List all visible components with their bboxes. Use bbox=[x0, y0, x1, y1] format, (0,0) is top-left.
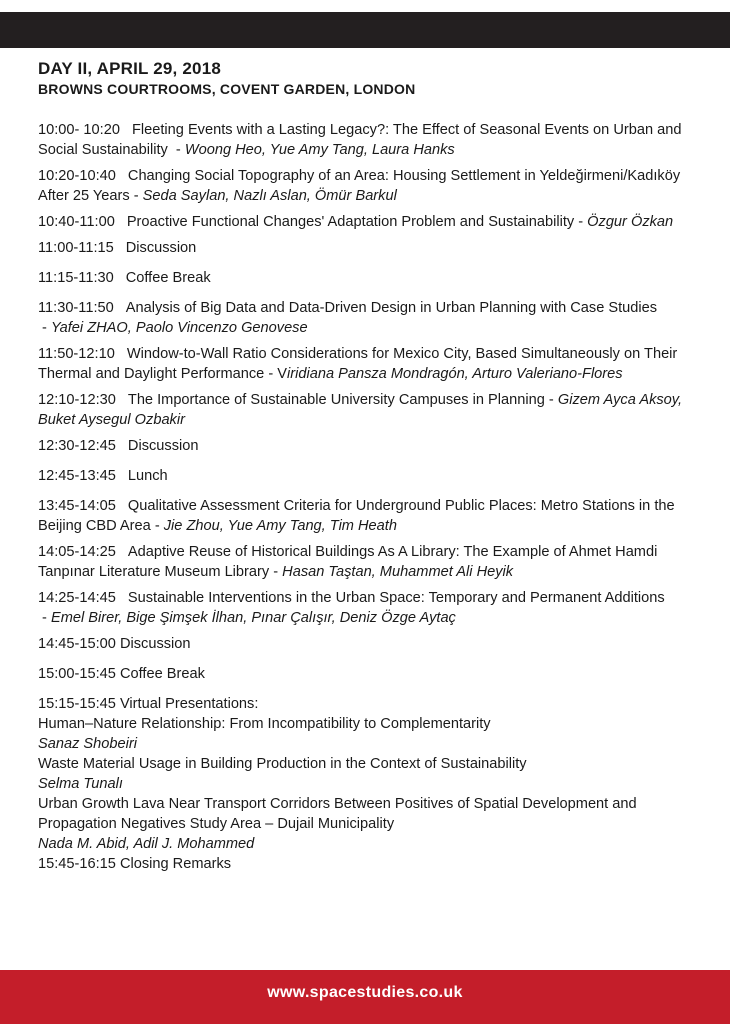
entry-title: Analysis of Big Data and Data-Driven Design in Urban Planning with Case Studies bbox=[125, 300, 658, 316]
entry-title: Window-to-Wall Ratio Considerations for Mexico City, Based Simultaneously on Their Thermal and Daylight Performance bbox=[38, 346, 678, 382]
entry-title: Adaptive Reuse of Historical Buildings As A Library: The Example of Ahmet Hamdi Tanpınar Literature Museum Library bbox=[38, 544, 658, 580]
virtual-talk-authors: Selma Tunalı bbox=[38, 776, 123, 792]
entry-time: 14:05-14:25 bbox=[38, 544, 116, 560]
schedule-entry bbox=[38, 390, 698, 430]
schedule-entries bbox=[38, 120, 698, 628]
entry-time: 11:30-11:50 bbox=[38, 300, 114, 316]
entry-authors: iridiana Pansza Mondragón, Arturo Valeriano-Flores bbox=[287, 366, 623, 382]
entry-time: 12:30-12:45 bbox=[38, 438, 116, 454]
schedule-entry bbox=[38, 496, 698, 536]
footer-url[interactable]: www.spacestudies.co.uk bbox=[267, 984, 463, 1001]
virtual-talk-title: Human–Nature Relationship: From Incompatibility to Complementarity bbox=[38, 716, 491, 732]
schedule-entry bbox=[38, 588, 698, 628]
virtual-talk-authors: Nada M. Abid, Adil J. Mohammed bbox=[38, 836, 255, 852]
entry-title: Lunch bbox=[127, 468, 168, 484]
entry-authors: Jie Zhou, Yue Amy Tang, Tim Heath bbox=[163, 518, 397, 534]
venue: BROWNS COURTROOMS, COVENT GARDEN, LONDON bbox=[38, 81, 416, 97]
entry-title: Qualitative Assessment Criteria for Underground Public Places: Metro Stations in the Beijing CBD Area bbox=[38, 498, 675, 534]
entry-title: The Importance of Sustainable University Campuses in Planning bbox=[127, 392, 545, 408]
virtual-talk-title: Urban Growth Lava Near Transport Corridors Between Positives of Spatial Development and Propagation Negatives Study Area – Dujail Municipality bbox=[38, 796, 637, 832]
virtual-talk-authors: Sanaz Shobeiri bbox=[38, 736, 137, 752]
entry-title: Fleeting Events with a Lasting Legacy?: The Effect of Seasonal Events on Urban and Social Sustainability bbox=[38, 122, 682, 158]
entry-time: 11:00-11:15 bbox=[38, 240, 114, 256]
entry-time: 14:25-14:45 bbox=[38, 590, 116, 606]
entry-time: 10:20-10:40 bbox=[38, 168, 116, 184]
virtual-presentations bbox=[38, 694, 698, 874]
header bbox=[38, 58, 415, 99]
entry-title: Discussion bbox=[125, 240, 197, 256]
schedule-entry bbox=[38, 298, 698, 338]
entry-separator: - bbox=[38, 610, 51, 626]
entry-authors: Emel Birer, Bige Şimşek İlhan, Pınar Çalışır, Deniz Özge Aytaç bbox=[50, 610, 456, 626]
day-title: DAY II, APRIL 29, 2018 bbox=[38, 59, 221, 78]
top-bar bbox=[0, 12, 730, 48]
entry-title: Discussion bbox=[127, 438, 199, 454]
virtual-heading: 15:15-15:45 Virtual Presentations: bbox=[38, 696, 259, 712]
schedule-entry bbox=[38, 542, 698, 582]
entry-time: 12:45-13:45 bbox=[38, 468, 116, 484]
schedule-entry bbox=[38, 212, 698, 232]
entry-authors: Hasan Taştan, Muhammet Ali Heyik bbox=[282, 564, 514, 580]
entry-title: Proactive Functional Changes' Adaptation Problem and Sustainability bbox=[126, 214, 575, 230]
entry-time: 11:50-12:10 bbox=[38, 346, 115, 362]
entry-time: 10:40-11:00 bbox=[38, 214, 115, 230]
short-item: 15:00-15:45 Coffee Break bbox=[38, 666, 205, 682]
schedule-entry bbox=[38, 238, 698, 258]
entry-time: 11:15-11:30 bbox=[38, 270, 114, 286]
entry-title: Coffee Break bbox=[125, 270, 211, 286]
schedule-entry bbox=[38, 466, 698, 486]
footer bbox=[0, 970, 730, 1024]
entry-time: 10:00- 10:20 bbox=[38, 122, 120, 138]
entry-time: 13:45-14:05 bbox=[38, 498, 116, 514]
entry-authors: Seda Saylan, Nazlı Aslan, Ömür Barkul bbox=[142, 188, 397, 204]
entry-separator: - bbox=[167, 142, 185, 158]
entry-authors: Yafei ZHAO, Paolo Vincenzo Genovese bbox=[50, 320, 308, 336]
entry-separator: - bbox=[574, 214, 588, 230]
virtual-talk-title: Waste Material Usage in Building Production in the Context of Sustainability bbox=[38, 756, 527, 772]
entry-separator: - bbox=[544, 392, 558, 408]
schedule-entry bbox=[38, 268, 698, 288]
schedule-entry bbox=[38, 166, 698, 206]
schedule bbox=[38, 120, 698, 880]
entry-title: Sustainable Interventions in the Urban Space: Temporary and Permanent Additions bbox=[127, 590, 665, 606]
entry-separator: - bbox=[38, 320, 51, 336]
schedule-entry bbox=[38, 120, 698, 160]
short-item: 14:45-15:00 Discussion bbox=[38, 636, 191, 652]
entry-authors: Özgur Özkan bbox=[587, 214, 674, 230]
entry-separator: - V bbox=[264, 366, 288, 382]
schedule-entry bbox=[38, 634, 698, 654]
schedule-entry bbox=[38, 664, 698, 684]
entry-separator: - bbox=[129, 188, 143, 204]
entry-separator: - bbox=[150, 518, 164, 534]
entry-authors: Gizem Ayca Aksoy, Buket Aysegul Ozbakir bbox=[38, 392, 683, 428]
entry-authors: Woong Heo, Yue Amy Tang, Laura Hanks bbox=[184, 142, 455, 158]
schedule-entry bbox=[38, 344, 698, 384]
entry-separator: - bbox=[269, 564, 283, 580]
entry-title: Changing Social Topography of an Area: Housing Settlement in Yeldeğirmeni/Kadıköy After 25 Years bbox=[38, 168, 681, 204]
entry-time: 12:10-12:30 bbox=[38, 392, 116, 408]
schedule-entry bbox=[38, 436, 698, 456]
closing-remarks: 15:45-16:15 Closing Remarks bbox=[38, 856, 232, 872]
